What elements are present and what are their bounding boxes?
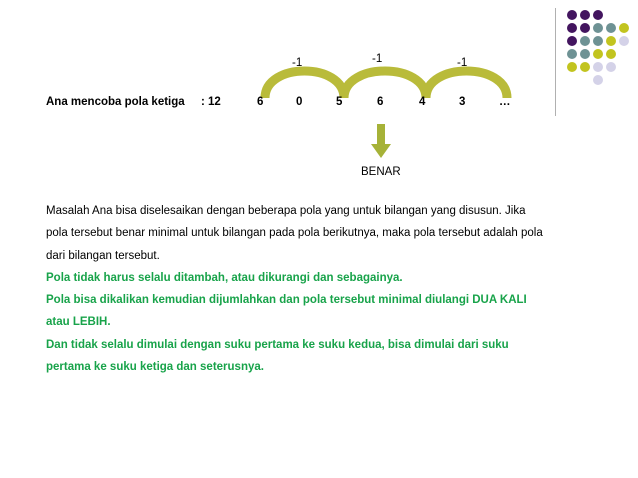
arc-left (265, 71, 344, 98)
sequence-number: 3 (459, 96, 466, 108)
paragraph-line: pola tersebut benar minimal untuk bilangan pada pola berikutnya, maka pola tersebut adalah pola (46, 227, 543, 240)
arc-label-left: -1 (292, 57, 303, 69)
arc-label-middle: -1 (372, 53, 383, 65)
explanation-text (46, 200, 606, 378)
sequence-number: 6 (377, 96, 384, 108)
sequence-line (46, 96, 566, 116)
highlight-line: Pola tidak harus selalu ditambah, atau dikurangi dan sebagainya. (46, 271, 403, 284)
arc-right (426, 71, 507, 98)
arc-middle (344, 71, 426, 98)
highlight-line: Pola bisa dikalikan kemudian dijumlahkan dan pola tersebut minimal diulangi DUA KALI (46, 294, 527, 307)
highlight-line: Dan tidak selalu dimulai dengan suku pertama ke suku kedua, bisa dimulai dari suku (46, 338, 509, 351)
sequence-number: 4 (419, 96, 426, 108)
arc-label-right: -1 (457, 57, 468, 69)
highlight-line: atau LEBIH. (46, 316, 111, 329)
sequence-number: 6 (257, 96, 264, 108)
sequence-colon: : 12 (201, 96, 221, 108)
highlight-line: pertama ke suku ketiga dan seterusnya. (46, 361, 264, 374)
sequence-number: 5 (336, 96, 343, 108)
sequence-label: Ana mencoba pola ketiga (46, 96, 185, 108)
paragraph-line: Masalah Ana bisa diselesaikan dengan beberapa pola yang untuk bilangan yang disusun. Jika (46, 205, 526, 217)
sequence-ellipsis: … (499, 96, 511, 108)
result-label: BENAR (361, 166, 401, 178)
down-arrow-icon (371, 124, 391, 158)
paragraph-line: dari bilangan tersebut. (46, 249, 160, 262)
sequence-number: 0 (296, 96, 303, 108)
